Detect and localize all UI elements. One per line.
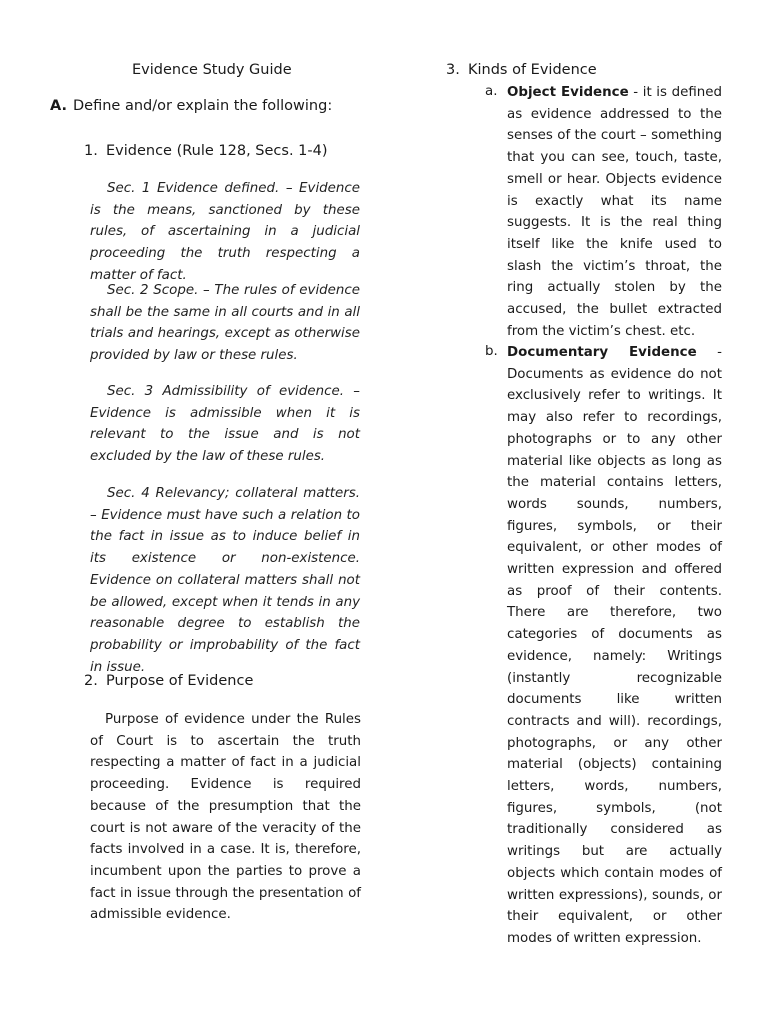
documentary-evidence-text: - Documents as evidence do not exclusively refer to writings. It may also refer to recordings, photographs or to any other material like objects as long as the material contains letters, words sounds, numbers, figures, symbols, or their equivalent, or other modes of written expression and offered as proof of their contents. There are therefore, two categories of documents as evidence, namely: Writings (instantly recognizable documents like written contracts and will). recordings, photographs, or any other material (objects) containing letters, words, numbers, figures, symbols, (not traditionally considered as writings but are actually objects which contain modes of written expressions), sounds, or their equivalent, or other modes of written expression.: [507, 345, 722, 946]
item1-heading-text: Evidence (Rule 128, Secs. 1-4): [106, 143, 328, 159]
documentary-evidence-paragraph: [507, 342, 722, 950]
item3-number: 3.: [446, 62, 460, 78]
documentary-evidence-letter: b.: [485, 344, 498, 359]
item1-heading: [84, 143, 328, 159]
object-evidence-text: - it is defined as evidence addressed to the senses of the court – something that you can see, touch, taste, smell or hear. Objects evidence is exactly what its name suggests. It is the real thing itself like the knife used to slash the victim’s throat, the ring actually stolen by the accused, the bullet extracted from the victim’s chest. etc.: [507, 85, 722, 339]
sec2-paragraph: Sec. 2 Scope. – The rules of evidence shall be the same in all courts and in all trials and hearings, except as otherwise provided by law or these rules.: [90, 283, 360, 364]
section-a-text: Define and/or explain the following:: [73, 98, 333, 114]
item3-heading-text: Kinds of Evidence: [468, 62, 597, 78]
object-evidence-letter: a.: [485, 84, 498, 99]
section-a-letter: A.: [50, 98, 67, 114]
item2-number: 2.: [84, 673, 98, 689]
item2-heading-text: Purpose of Evidence: [106, 673, 254, 689]
section-a-heading: [50, 98, 332, 114]
item2-heading: [84, 673, 253, 689]
documentary-evidence-term: Documentary Evidence: [507, 345, 697, 360]
item3-heading: [446, 62, 597, 78]
document-title: Evidence Study Guide: [132, 62, 292, 78]
object-evidence-term: Object Evidence: [507, 85, 629, 100]
object-evidence-paragraph: [507, 82, 722, 342]
sec4-paragraph: Sec. 4 Relevancy; collateral matters. – Evidence must have such a relation to the fact in issue as to induce belief in its existence or non-existence. Evidence on collateral matters shall not be allowed, except when it tends in any reasonable degree to establish the probability or improbability of the fact in issue.: [90, 486, 360, 675]
sec1-paragraph: Sec. 1 Evidence defined. – Evidence is the means, sanctioned by these rules, of ascertaining in a judicial proceeding the truth respecting a matter of fact.: [90, 181, 360, 283]
item1-number: 1.: [84, 143, 98, 159]
sec3-paragraph: Sec. 3 Admissibility of evidence. – Evidence is admissible when it is relevant to the issue and is not excluded by the law of these rules.: [90, 384, 360, 465]
purpose-paragraph: Purpose of evidence under the Rules of Court is to ascertain the truth respecting a matter of fact in a judicial proceeding. Evidence is required because of the presumption that the court is not aware of the veracity of the facts involved in a case. It is, therefore, incumbent upon the parties to prove a fact in issue through the presentation of admissible evidence.: [90, 712, 361, 923]
